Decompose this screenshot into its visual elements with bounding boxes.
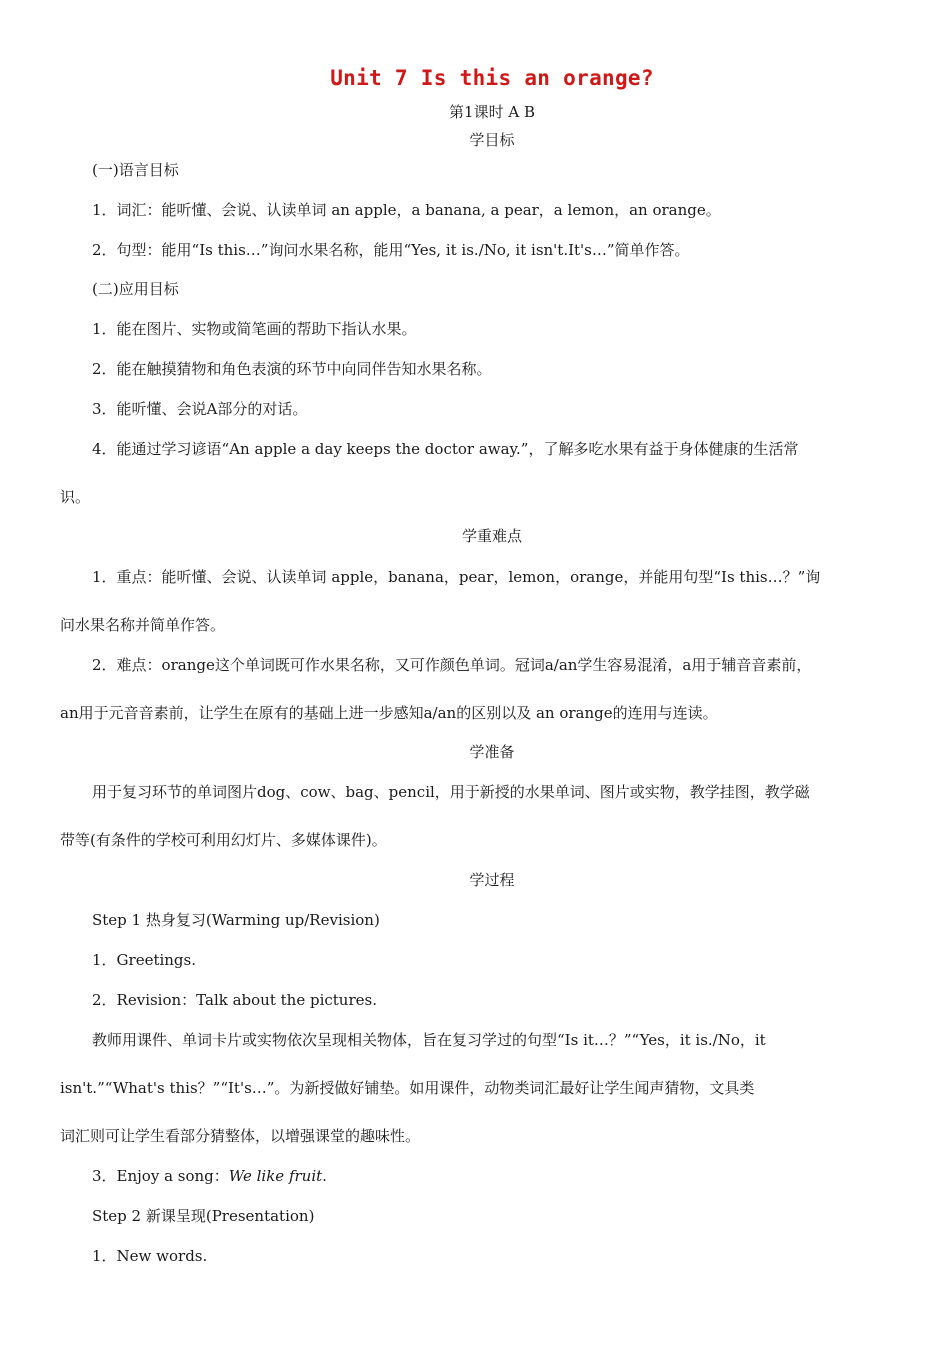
text-line: 1．重点：能听懂、会说、认读单词 apple，banana，pear，lemon，orange，并能用句型“Is this…？”询 (92, 568, 821, 586)
text-line: 4．能通过学习谚语“An apple a day keeps the doctor away.”，了解多吃水果有益于身体健康的生活常 (92, 440, 799, 458)
section-heading-process: 学过程 (469, 871, 515, 889)
text-line: 教师用课件、单词卡片或实物依次呈现相关物体，旨在复习学过的句型“Is it…？”“Yes，it is./No，it (92, 1031, 766, 1049)
text-line: 2．难点：orange这个单词既可作水果名称，又可作颜色单词。冠词a/an学生容易混淆，a用于辅音音素前， (92, 656, 812, 674)
text-line: (二)应用目标 (92, 280, 179, 298)
text-line: 1．New words. (92, 1247, 208, 1265)
song-prefix: 3．Enjoy a song： (92, 1167, 229, 1185)
section-heading-preparation: 学准备 (469, 743, 515, 761)
step-heading: Step 2 新课呈现(Presentation) (92, 1207, 315, 1225)
text-line: an用于元音音素前，让学生在原有的基础上进一步感知a/an的区别以及 an orange的连用与连读。 (60, 704, 718, 722)
text-line: 1．能在图片、实物或简笔画的帮助下指认水果。 (92, 320, 417, 338)
text-line: 识。 (60, 488, 91, 506)
text-line: (一)语言目标 (92, 161, 179, 179)
page-title: Unit 7 Is this an orange? (330, 66, 654, 90)
song-suffix: . (322, 1167, 327, 1185)
section-heading-objectives: 学目标 (469, 131, 515, 149)
section-heading-difficulties: 学重难点 (461, 527, 522, 545)
step-heading: Step 1 热身复习(Warming up/Revision) (92, 911, 380, 929)
text-line (92, 1165, 327, 1186)
lesson-subtitle: 第1课时 A B (449, 103, 535, 121)
text-line: 带等(有条件的学校可利用幻灯片、多媒体课件)。 (60, 831, 387, 849)
text-line: 问水果名称并简单作答。 (60, 616, 226, 634)
text-line: 1．Greetings. (92, 951, 197, 969)
text-line: 3．能听懂、会说A部分的对话。 (92, 400, 308, 418)
text-line: 2．Revision：Talk about the pictures. (92, 991, 377, 1009)
song-title: We like fruit (228, 1167, 323, 1185)
text-line: 2．能在触摸猜物和角色表演的环节中向同伴告知水果名称。 (92, 360, 492, 378)
text-line: isn't.”“What's this？”“It's…”。为新授做好铺垫。如用课件，动物类词汇最好让学生闻声猜物，文具类 (60, 1079, 755, 1097)
text-line: 用于复习环节的单词图片dog、cow、bag、pencil，用于新授的水果单词、图片或实物，教学挂图，教学磁 (92, 783, 810, 801)
text-line: 1．词汇：能听懂、会说、认读单词 an apple，a banana, a pear，a lemon，an orange。 (92, 201, 721, 219)
text-line: 词汇则可让学生看部分猜整体，以增强课堂的趣味性。 (60, 1127, 421, 1145)
text-line: 2．句型：能用“Is this…”询问水果名称，能用“Yes, it is./No, it isn't.It's…”简单作答。 (92, 241, 690, 259)
